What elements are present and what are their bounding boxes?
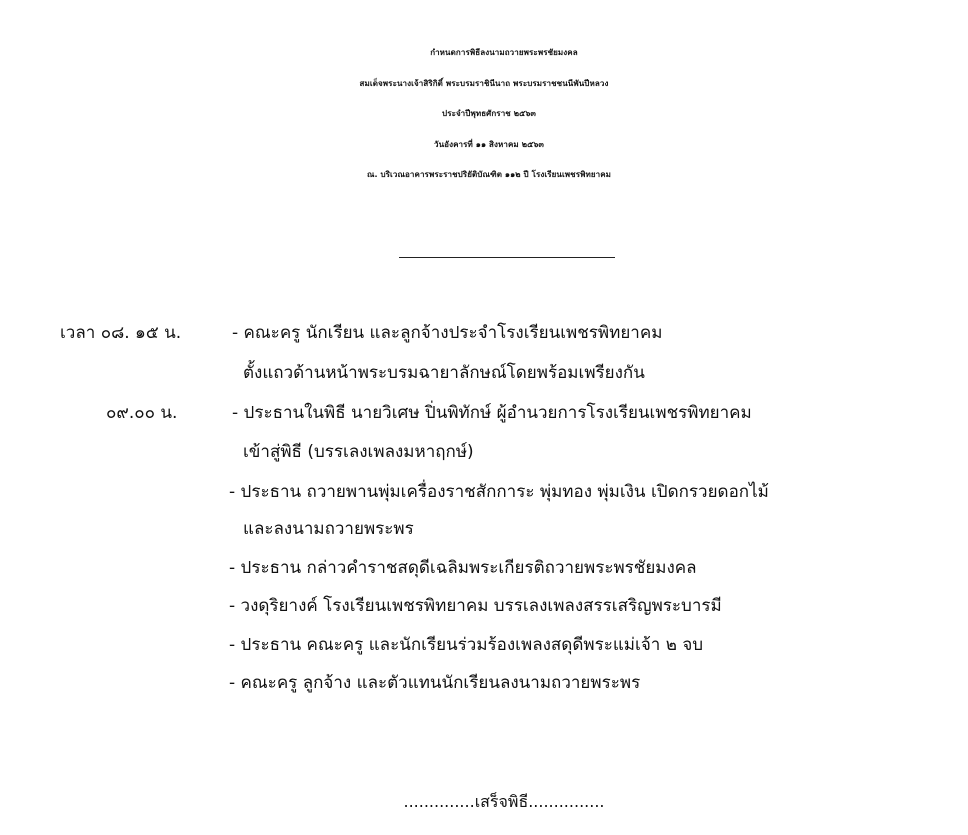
schedule-item-line: - ประธาน กล่าวคำราชสดุดีเฉลิมพระเกียรติถวายพระพรชัยมงคล <box>229 558 697 578</box>
schedule-time-0900: ๐๙.๐๐ น. <box>106 403 178 423</box>
schedule-item-line: - คณะครู นักเรียน และลูกจ้างประจำโรงเรียนเพชรพิทยาคม <box>232 323 663 343</box>
schedule-time-0815: เวลา ๐๘. ๑๕ น. <box>60 323 182 343</box>
header-subject: สมเด็จพระนางเจ้าสิริกิติ์ พระบรมราชินีนาถ พระบรมราชชนนีพันปีหลวง <box>359 78 609 88</box>
schedule-item-line: - ประธานในพิธี นายวิเศษ ปิ่นพิทักษ์ ผู้อำนวยการโรงเรียนเพชรพิทยาคม <box>232 403 752 423</box>
schedule-item-line: - วงดุริยางค์ โรงเรียนเพชรพิทยาคม บรรเลงเพลงสรรเสริญพระบารมี <box>229 596 722 616</box>
schedule-item-line: - ประธาน คณะครู และนักเรียนร่วมร้องเพลงสดุดีพระแม่เจ้า ๒ จบ <box>229 635 704 655</box>
schedule-item-line: - ประธาน ถวายพานพุ่มเครื่องราชสักการะ พุ่มทอง พุ่มเงิน เปิดกรวยดอกไม้ <box>229 482 769 502</box>
schedule-item-line: เข้าสู่พิธี (บรรเลงเพลงมหาฤกษ์) <box>243 442 474 462</box>
schedule-item-line: ตั้งแถวด้านหน้าพระบรมฉายาลักษณ์โดยพร้อมเพรียงกัน <box>243 363 645 383</box>
closing-line: ..............เสร็จพิธี............... <box>403 792 605 811</box>
header-date: วันอังคารที่ ๑๑ สิงหาคม ๒๕๖๓ <box>434 139 544 149</box>
header-venue: ณ. บริเวณอาคารพระราชปริยัติบัณฑิต ๑๑๒ ปี โรงเรียนเพชรพิทยาคม <box>366 170 612 179</box>
schedule-item-line: และลงนามถวายพระพร <box>243 519 414 539</box>
header-year: ประจำปีพุทธศักราช ๒๕๖๓ <box>442 109 536 118</box>
schedule-item-line: - คณะครู ลูกจ้าง และตัวแทนนักเรียนลงนามถวายพระพร <box>229 673 641 693</box>
header-divider <box>399 257 615 258</box>
document-header <box>0 38 968 191</box>
header-title: กำหนดการพิธีลงนามถวายพระพรชัยมงคล <box>430 48 578 57</box>
